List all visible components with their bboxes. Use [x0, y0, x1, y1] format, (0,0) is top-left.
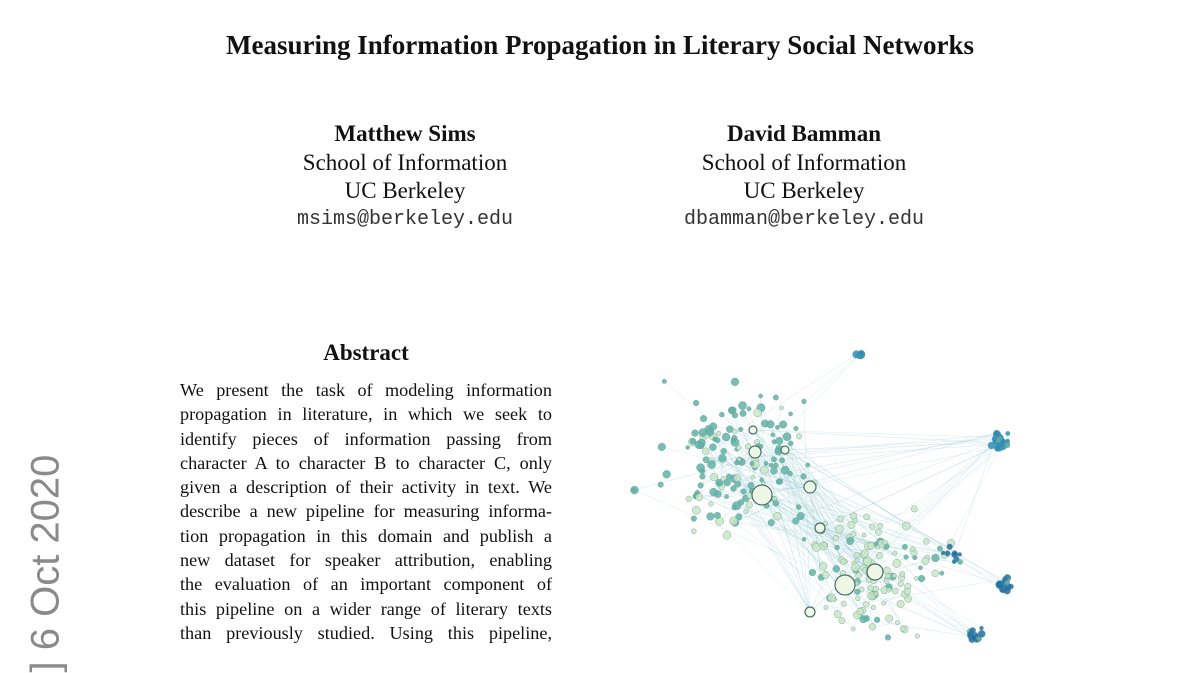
network-node	[875, 529, 881, 535]
network-node	[824, 605, 828, 609]
abstract-heading: Abstract	[180, 340, 552, 366]
network-node	[732, 429, 737, 434]
author-department: School of Information	[624, 149, 984, 178]
network-node	[978, 630, 985, 637]
network-node	[861, 550, 869, 558]
network-hub-node	[781, 446, 789, 454]
network-node	[952, 560, 956, 564]
network-node	[898, 581, 903, 586]
network-node	[789, 412, 793, 416]
network-node	[738, 402, 746, 410]
network-node	[731, 378, 739, 386]
network-node	[663, 470, 671, 478]
network-node	[773, 395, 778, 400]
network-node	[922, 558, 929, 565]
network-node	[822, 571, 829, 578]
network-edge	[955, 555, 1006, 581]
network-node	[980, 626, 984, 630]
network-node	[900, 571, 905, 576]
network-node	[918, 575, 925, 582]
network-node	[730, 517, 738, 525]
abstract-line: identify pieces of information passing from	[180, 427, 552, 451]
network-node	[835, 545, 840, 550]
network-node	[806, 463, 810, 467]
network-node	[760, 466, 768, 474]
network-node	[1006, 431, 1010, 435]
network-node	[873, 586, 879, 592]
network-node	[710, 473, 718, 481]
abstract-line: tion propagation in this domain and publish a	[180, 524, 552, 548]
network-node	[783, 433, 791, 441]
network-node	[777, 479, 783, 485]
network-node	[882, 601, 886, 605]
network-node	[709, 444, 716, 451]
network-node	[764, 461, 768, 465]
network-node	[919, 566, 923, 570]
network-node	[692, 430, 699, 437]
network-node	[812, 544, 820, 552]
network-hub-node	[804, 481, 816, 493]
author-block	[225, 120, 585, 234]
network-node	[748, 482, 755, 489]
network-node	[686, 446, 690, 450]
network-node	[853, 518, 858, 523]
author-department: School of Information	[225, 149, 585, 178]
social-network-figure	[620, 340, 1040, 648]
network-node	[884, 567, 891, 574]
network-node	[747, 407, 751, 411]
network-node	[856, 573, 862, 579]
network-hub-node	[805, 607, 815, 617]
network-node	[932, 554, 940, 562]
network-node	[833, 565, 840, 572]
network-node	[887, 588, 892, 593]
network-node	[692, 506, 700, 514]
network-node	[779, 406, 783, 410]
network-node	[716, 431, 721, 436]
network-hub-node	[752, 485, 772, 505]
network-node	[697, 464, 705, 472]
network-edge	[872, 623, 897, 627]
network-node	[854, 552, 860, 558]
network-node	[840, 559, 846, 565]
network-node	[724, 479, 731, 486]
network-node	[869, 524, 875, 530]
network-node	[902, 522, 910, 530]
network-node	[1005, 443, 1010, 448]
network-node	[914, 576, 918, 580]
network-node	[794, 426, 799, 431]
network-node	[776, 437, 783, 444]
network-node	[802, 537, 806, 541]
network-edge	[914, 445, 991, 508]
network-node	[904, 588, 911, 595]
network-node	[874, 592, 878, 596]
network-node	[867, 542, 874, 549]
network-node	[746, 502, 752, 508]
network-node	[769, 463, 773, 467]
network-node	[773, 500, 779, 506]
network-node	[725, 495, 729, 499]
network-node	[1006, 439, 1010, 443]
network-node	[855, 596, 860, 601]
abstract-line: the evaluation of an important component of	[180, 572, 552, 596]
network-node	[770, 467, 777, 474]
network-node	[715, 437, 721, 443]
network-node	[900, 626, 905, 631]
network-node	[833, 535, 839, 541]
network-node	[723, 531, 731, 539]
network-node	[1004, 581, 1009, 586]
network-node	[874, 617, 880, 623]
network-node	[707, 513, 715, 521]
author-name: Matthew Sims	[225, 120, 585, 149]
network-node	[775, 425, 779, 429]
network-node	[700, 415, 707, 422]
network-node	[658, 482, 664, 488]
network-node	[958, 559, 963, 564]
author-email: msims@berkeley.edu	[225, 206, 585, 235]
network-node	[994, 445, 1001, 452]
network-node	[871, 605, 876, 610]
network-node	[971, 635, 977, 641]
network-node	[771, 457, 776, 462]
network-node	[732, 412, 738, 418]
network-node	[686, 496, 692, 502]
network-node	[702, 448, 709, 455]
network-node	[857, 608, 864, 615]
network-node	[734, 475, 741, 482]
network-node	[895, 620, 899, 624]
network-node	[993, 430, 1000, 437]
network-node	[947, 544, 953, 550]
network-node	[855, 589, 861, 595]
network-node	[738, 427, 743, 432]
network-node	[910, 547, 915, 552]
network-node	[996, 438, 1001, 443]
abstract-line: propagation in literature, in which we seek to	[180, 402, 552, 426]
network-node	[951, 551, 958, 558]
network-node	[781, 466, 789, 474]
network-node	[904, 555, 909, 560]
network-node	[732, 435, 738, 441]
author-institution: UC Berkeley	[624, 177, 984, 206]
network-node	[691, 516, 697, 522]
network-node	[699, 429, 707, 437]
network-node	[744, 509, 749, 514]
network-node	[738, 499, 744, 505]
author-email: dbamman@berkeley.edu	[624, 206, 984, 235]
network-node	[736, 445, 741, 450]
network-edge	[741, 354, 857, 429]
network-node	[732, 505, 737, 510]
network-node	[773, 512, 781, 520]
network-node	[721, 448, 727, 454]
network-edge	[944, 442, 1003, 556]
network-node	[864, 514, 870, 520]
network-node	[958, 552, 962, 556]
network-node	[883, 540, 888, 545]
network-node	[802, 399, 807, 404]
network-node	[932, 570, 939, 577]
network-node	[839, 617, 845, 623]
network-node	[750, 461, 754, 465]
network-node	[662, 379, 666, 383]
network-node	[897, 600, 904, 607]
network-node	[902, 544, 907, 549]
network-node	[923, 538, 929, 544]
network-node	[834, 610, 841, 617]
network-node	[838, 516, 844, 522]
network-node	[809, 569, 816, 576]
network-node	[706, 428, 714, 436]
abstract-line: character A to character B to character C, only	[180, 451, 552, 475]
abstract-text	[180, 378, 552, 645]
network-node	[751, 475, 755, 479]
network-node	[937, 546, 942, 551]
abstract-line: describe a new pipeline for measuring informa-	[180, 499, 552, 523]
network-hub-node	[867, 564, 883, 580]
network-node	[884, 579, 889, 584]
network-node	[893, 551, 897, 555]
network-node	[779, 458, 784, 463]
network-node	[741, 489, 747, 495]
author-block	[624, 120, 984, 234]
author-name: David Bamman	[624, 120, 984, 149]
network-node	[863, 557, 871, 565]
network-node	[693, 400, 699, 406]
network-node	[892, 588, 898, 594]
network-node	[731, 486, 737, 492]
network-node	[658, 443, 666, 451]
network-node	[695, 441, 703, 449]
network-node	[760, 478, 764, 482]
network-node	[858, 351, 863, 356]
network-node	[885, 635, 891, 641]
network-node	[915, 634, 920, 639]
abstract-line: given a description of their activity in text. We	[180, 475, 552, 499]
network-node	[754, 409, 762, 417]
network-node	[696, 494, 703, 501]
abstract-line: than previously studied. Using this pipeline,	[180, 621, 552, 645]
network-node	[863, 602, 869, 608]
network-node	[860, 616, 867, 623]
network-node	[893, 559, 901, 567]
network-node	[862, 533, 866, 537]
network-edge	[906, 446, 1003, 526]
arxiv-stamp-text: ] 6 Oct 2020	[24, 433, 69, 673]
network-hub-node	[815, 523, 825, 533]
network-node	[911, 506, 917, 512]
network-node	[892, 573, 896, 577]
network-hub-node	[749, 446, 761, 458]
network-node	[759, 394, 763, 398]
network-hub-node	[749, 426, 757, 434]
network-node	[851, 627, 855, 631]
network-node	[835, 525, 843, 533]
network-node	[788, 441, 793, 446]
network-node	[796, 434, 802, 440]
network-node	[709, 502, 714, 507]
network-node	[793, 518, 800, 525]
network-node	[851, 531, 856, 536]
network-node	[740, 410, 746, 416]
network-node	[819, 562, 827, 570]
network-node	[718, 454, 726, 462]
network-node	[698, 483, 704, 489]
network-node	[945, 551, 951, 557]
abstract-line: new dataset for speaker attribution, enabling	[180, 548, 552, 572]
abstract-line: this pipeline on a wider range of literary texts	[180, 597, 552, 621]
network-node	[714, 491, 721, 498]
network-node	[700, 474, 706, 480]
network-node	[847, 537, 854, 544]
network-node	[801, 474, 807, 480]
network-node	[876, 552, 883, 559]
network-edge	[801, 440, 999, 516]
paper-title: Measuring Information Propagation in Literary Social Networks	[0, 30, 1200, 61]
network-node	[822, 542, 827, 547]
network-node	[841, 601, 846, 606]
network-node	[719, 412, 724, 417]
network-node	[768, 519, 775, 526]
network-node	[772, 496, 777, 501]
network-node	[941, 551, 945, 555]
author-institution: UC Berkeley	[225, 177, 585, 206]
network-node	[878, 523, 883, 528]
network-edge	[702, 443, 875, 572]
network-node	[708, 461, 716, 469]
network-node	[886, 615, 893, 622]
network-node	[691, 529, 696, 534]
network-node	[716, 479, 723, 486]
network-node	[631, 488, 635, 492]
network-node	[714, 512, 720, 518]
network-node	[771, 433, 775, 437]
network-node	[869, 623, 876, 630]
network-node	[970, 627, 976, 633]
abstract-line: We present the task of modeling information	[180, 378, 552, 402]
network-node	[761, 420, 768, 427]
network-node	[796, 505, 801, 510]
network-node	[940, 571, 944, 575]
network-hub-node	[835, 575, 855, 595]
network-node	[722, 433, 730, 441]
network-node	[851, 564, 859, 572]
network-node	[779, 421, 787, 429]
network-node	[885, 574, 890, 579]
network-edge	[820, 441, 1008, 528]
network-node	[734, 460, 739, 465]
network-node	[828, 594, 836, 602]
network-node	[726, 474, 732, 480]
arxiv-margin-stamp	[22, 430, 72, 660]
